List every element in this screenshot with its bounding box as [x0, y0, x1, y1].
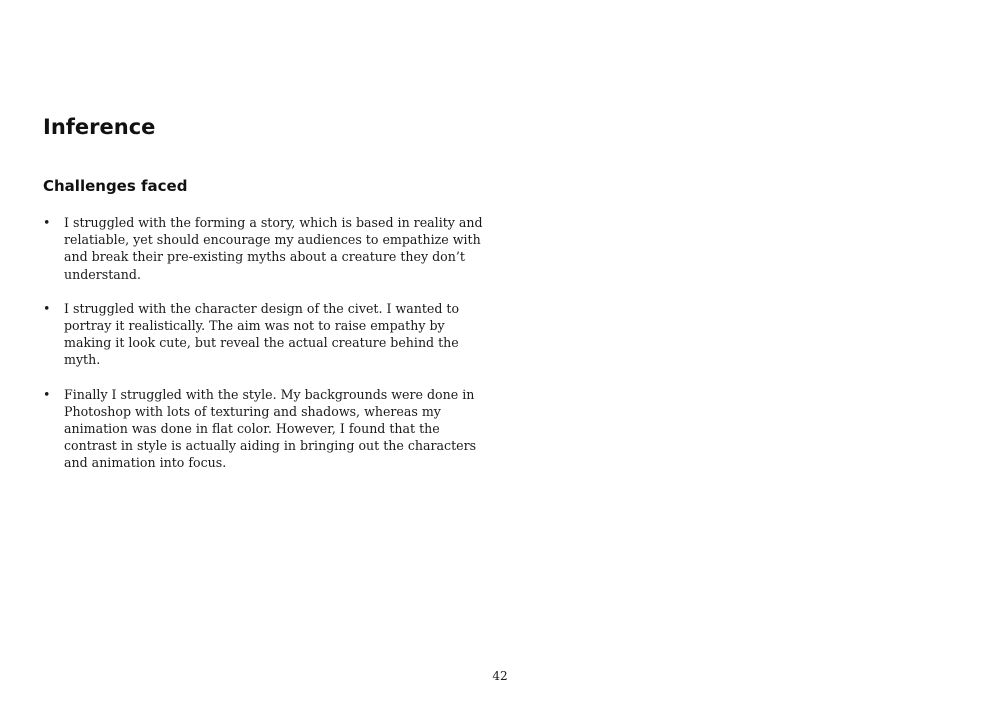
list-item	[43, 214, 483, 283]
list-item-text: I struggled with the character design of the civet. I wanted to portray it realistically. The aim was not to raise empathy by making it look cute, but reveal the actual creature behind the myth.	[64, 300, 460, 368]
page-title: Inference	[43, 115, 156, 139]
section-heading: Challenges faced	[43, 177, 188, 195]
bullet-marker: •	[43, 386, 51, 402]
list-item	[43, 386, 483, 472]
list-item	[43, 300, 483, 369]
bullet-marker: •	[43, 300, 51, 316]
list-item-text: Finally I struggled with the style. My backgrounds were done in Photoshop with lots of texturing and shadows, whereas my animation was done in flat color. However, I found that the contrast in style is actually aiding in bringing out the characters and animation into focus.	[64, 386, 477, 471]
challenges-list	[43, 214, 483, 489]
page-number: 42	[492, 669, 508, 683]
list-item-text: I struggled with the forming a story, which is based in reality and relatiable, yet should encourage my audiences to empathize with and break their pre-existing myths about a creature they don’t understand.	[64, 215, 483, 282]
bullet-marker: •	[43, 215, 51, 230]
